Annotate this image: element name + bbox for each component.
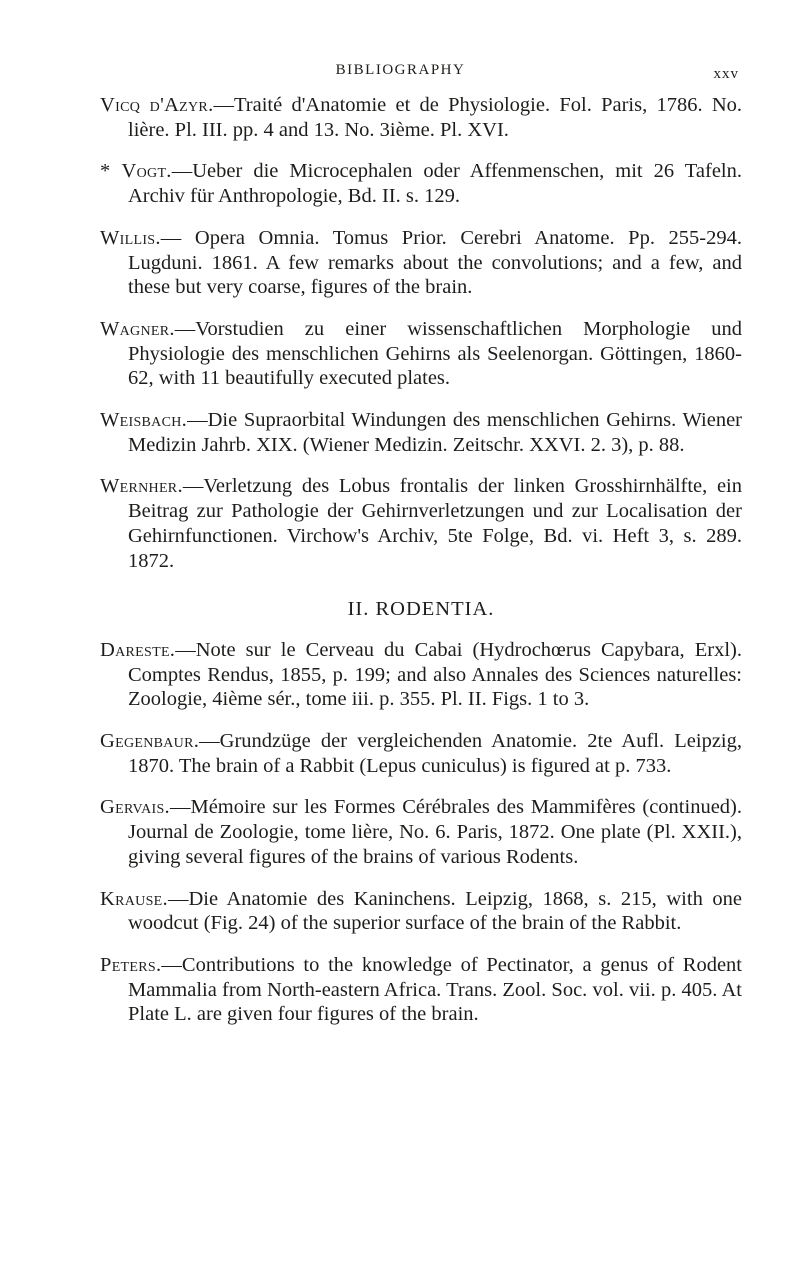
entry-text: —Contributions to the knowledge of Pectinator, a genus of Rodent Mammalia from North-eastern Africa. Trans. Zool. Soc. vol. vii. p. 405. At Plate L. are given four figures of the brain. <box>128 953 742 1026</box>
running-title: BIBLIOGRAPHY <box>335 62 466 78</box>
section-heading: II. RODENTIA. <box>347 598 495 621</box>
entry-text: —Grundzüge der vergleichenden Anatomie. 2te Aufl. Leipzig, 1870. The brain of a Rabbit (Lepus cuniculus) is figured at p. 733. <box>128 730 742 777</box>
entry-author: Vicq d'Azyr. <box>100 94 214 116</box>
entry-author: Krause. <box>100 887 168 910</box>
entry-author: Gegenbaur. <box>100 730 200 753</box>
running-header <box>0 60 801 90</box>
bibliography-text <box>100 93 742 1027</box>
bibliography-entry <box>100 474 742 573</box>
bibliography-entry <box>100 729 742 778</box>
bibliography-entry <box>100 93 742 142</box>
bibliography-entry <box>100 953 742 1027</box>
entry-author: Dareste. <box>100 638 176 661</box>
bibliography-entry <box>100 638 742 712</box>
bibliography-entry <box>100 795 742 869</box>
entry-text: —Note sur le Cerveau du Cabai (Hydrochœrus Capybara, Erxl). Comptes Rendus, 1855, p. 199; and also Annales des Sciences naturelles: Zoologie, 4ième sér., tome iii. p. 355. Pl. II. Figs. 1 to 3. <box>128 638 742 711</box>
entry-text: —Die Supraorbital Windungen des menschlichen Gehirns. Wiener Medizin Jahrb. XIX. (Wiener Medizin. Zeitschr. XXVI. 2. 3), p. 88. <box>128 409 742 456</box>
bibliography-entry <box>100 159 742 208</box>
entry-author: Weisbach. <box>100 409 188 432</box>
bibliography-entry <box>100 408 742 457</box>
page-number: xxv <box>713 66 739 82</box>
entry-author: Peters. <box>100 953 162 976</box>
entry-author: Willis. <box>100 226 161 249</box>
bibliography-entry <box>100 317 742 391</box>
entry-text: —Vorstudien zu einer wissenschaftlichen Morphologie und Physiologie des menschlichen Gehirns als Seelenorgan. Göttingen, 1860-62, with 11 beautifully executed plates. <box>128 317 742 390</box>
entry-text: —Verletzung des Lobus frontalis der linken Grosshirnhälfte, ein Beitrag zur Pathologie der Gehirnverletzungen und zur Localisation der Gehirnfunctionen. Virchow's Archiv, 5te Folge, Bd. vi. Heft 3, s. 289. 1872. <box>128 475 742 572</box>
entry-text: —Traité d'Anatomie et de Physiologie. Fol. Paris, 1786. No. lière. Pl. III. pp. 4 and 13. No. 3ième. Pl. XVI. <box>128 94 742 141</box>
entry-author: Wernher. <box>100 475 183 498</box>
entry-author: Wagner. <box>100 317 175 340</box>
bibliography-entry <box>100 226 742 300</box>
bibliography-entry <box>100 887 742 936</box>
entry-author: Gervais. <box>100 796 170 819</box>
entry-text: —Die Anatomie des Kaninchens. Leipzig, 1868, s. 215, with one woodcut (Fig. 24) of the superior surface of the brain of the Rabbit. <box>128 887 742 935</box>
entry-author: * Vogt. <box>100 160 172 183</box>
entry-text: —Mémoire sur les Formes Cérébrales des Mammifères (continued). Journal de Zoologie, tome lière, No. 6. Paris, 1872. One plate (Pl. XXII.), giving several figures of the brains of various Rodents. <box>128 796 742 868</box>
entry-text: — Opera Omnia. Tomus Prior. Cerebri Anatome. Pp. 255-294. Lugduni. 1861. A few remarks about the convolutions; and a few, and these but very coarse, figures of the brain. <box>128 226 742 299</box>
entry-text: —Ueber die Microcephalen oder Affenmenschen, mit 26 Tafeln. Archiv für Anthropologie, Bd. II. s. 129. <box>128 160 742 208</box>
